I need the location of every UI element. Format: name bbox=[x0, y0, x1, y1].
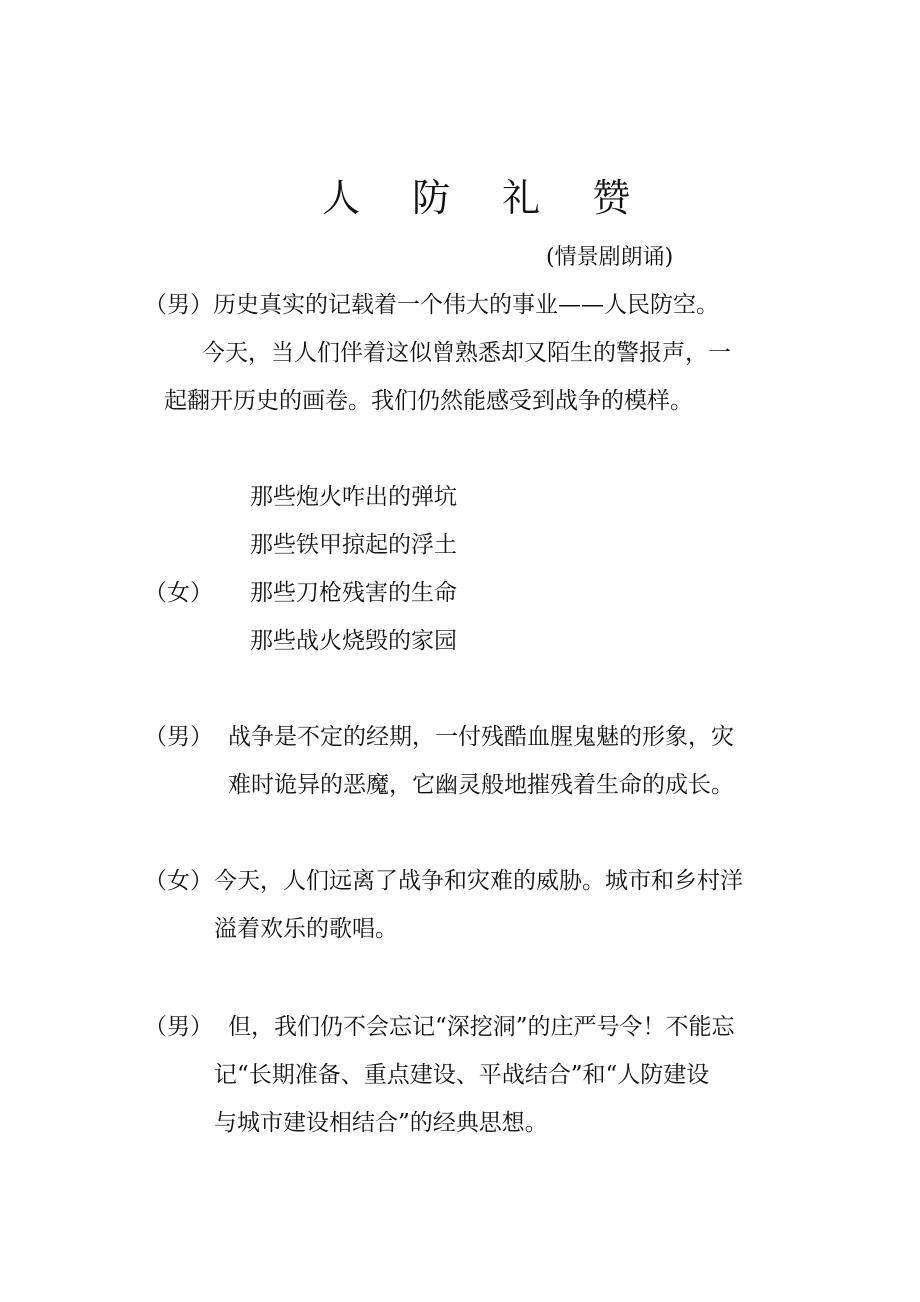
section1-line3: 起翻开历史的画卷。我们仍然能感受到战争的模样。 bbox=[164, 388, 693, 414]
section4-line2: 记“长期准备、重点建设、平战结合”和“人防建设 bbox=[214, 1062, 710, 1088]
section3-speaker: （女） bbox=[144, 868, 213, 894]
poem-speaker: （女） bbox=[144, 580, 213, 606]
poem-line-2: 那些铁甲掠起的浮土 bbox=[250, 532, 457, 558]
page-subtitle: (情景剧朗诵) bbox=[546, 245, 674, 270]
section2-line1: 战争是不定的经期，一付残酷血腥鬼魅的形象，灾 bbox=[228, 724, 734, 750]
section1-line1: （男）历史真实的记载着一个伟大的事业——人民防空。 bbox=[144, 292, 719, 318]
section2-line2: 难时诡异的恶魔，它幽灵般地摧残着生命的成长。 bbox=[228, 772, 734, 798]
section2-speaker: （男） bbox=[144, 724, 213, 750]
poem-line-4: 那些战火烧毁的家园 bbox=[250, 628, 457, 654]
section4-speaker: （男） bbox=[144, 1014, 213, 1040]
section1-line2: 今天，当人们伴着这似曾熟悉却又陌生的警报声，一 bbox=[202, 340, 731, 366]
section4-line1: 但，我们仍不会忘记“深挖洞”的庄严号令！不能忘 bbox=[228, 1014, 735, 1040]
poem-line-1: 那些炮火咋出的弹坑 bbox=[250, 484, 457, 510]
poem-line-3: 那些刀枪残害的生命 bbox=[250, 580, 457, 606]
section4-line3: 与城市建设相结合”的经典思想。 bbox=[214, 1110, 548, 1136]
section3-line2: 溢着欢乐的歌唱。 bbox=[214, 916, 398, 942]
page-title: 人 防 礼 赞 bbox=[322, 176, 651, 220]
section3-line1: 今天，人们远离了战争和灾难的威胁。城市和乡村洋 bbox=[214, 868, 743, 894]
